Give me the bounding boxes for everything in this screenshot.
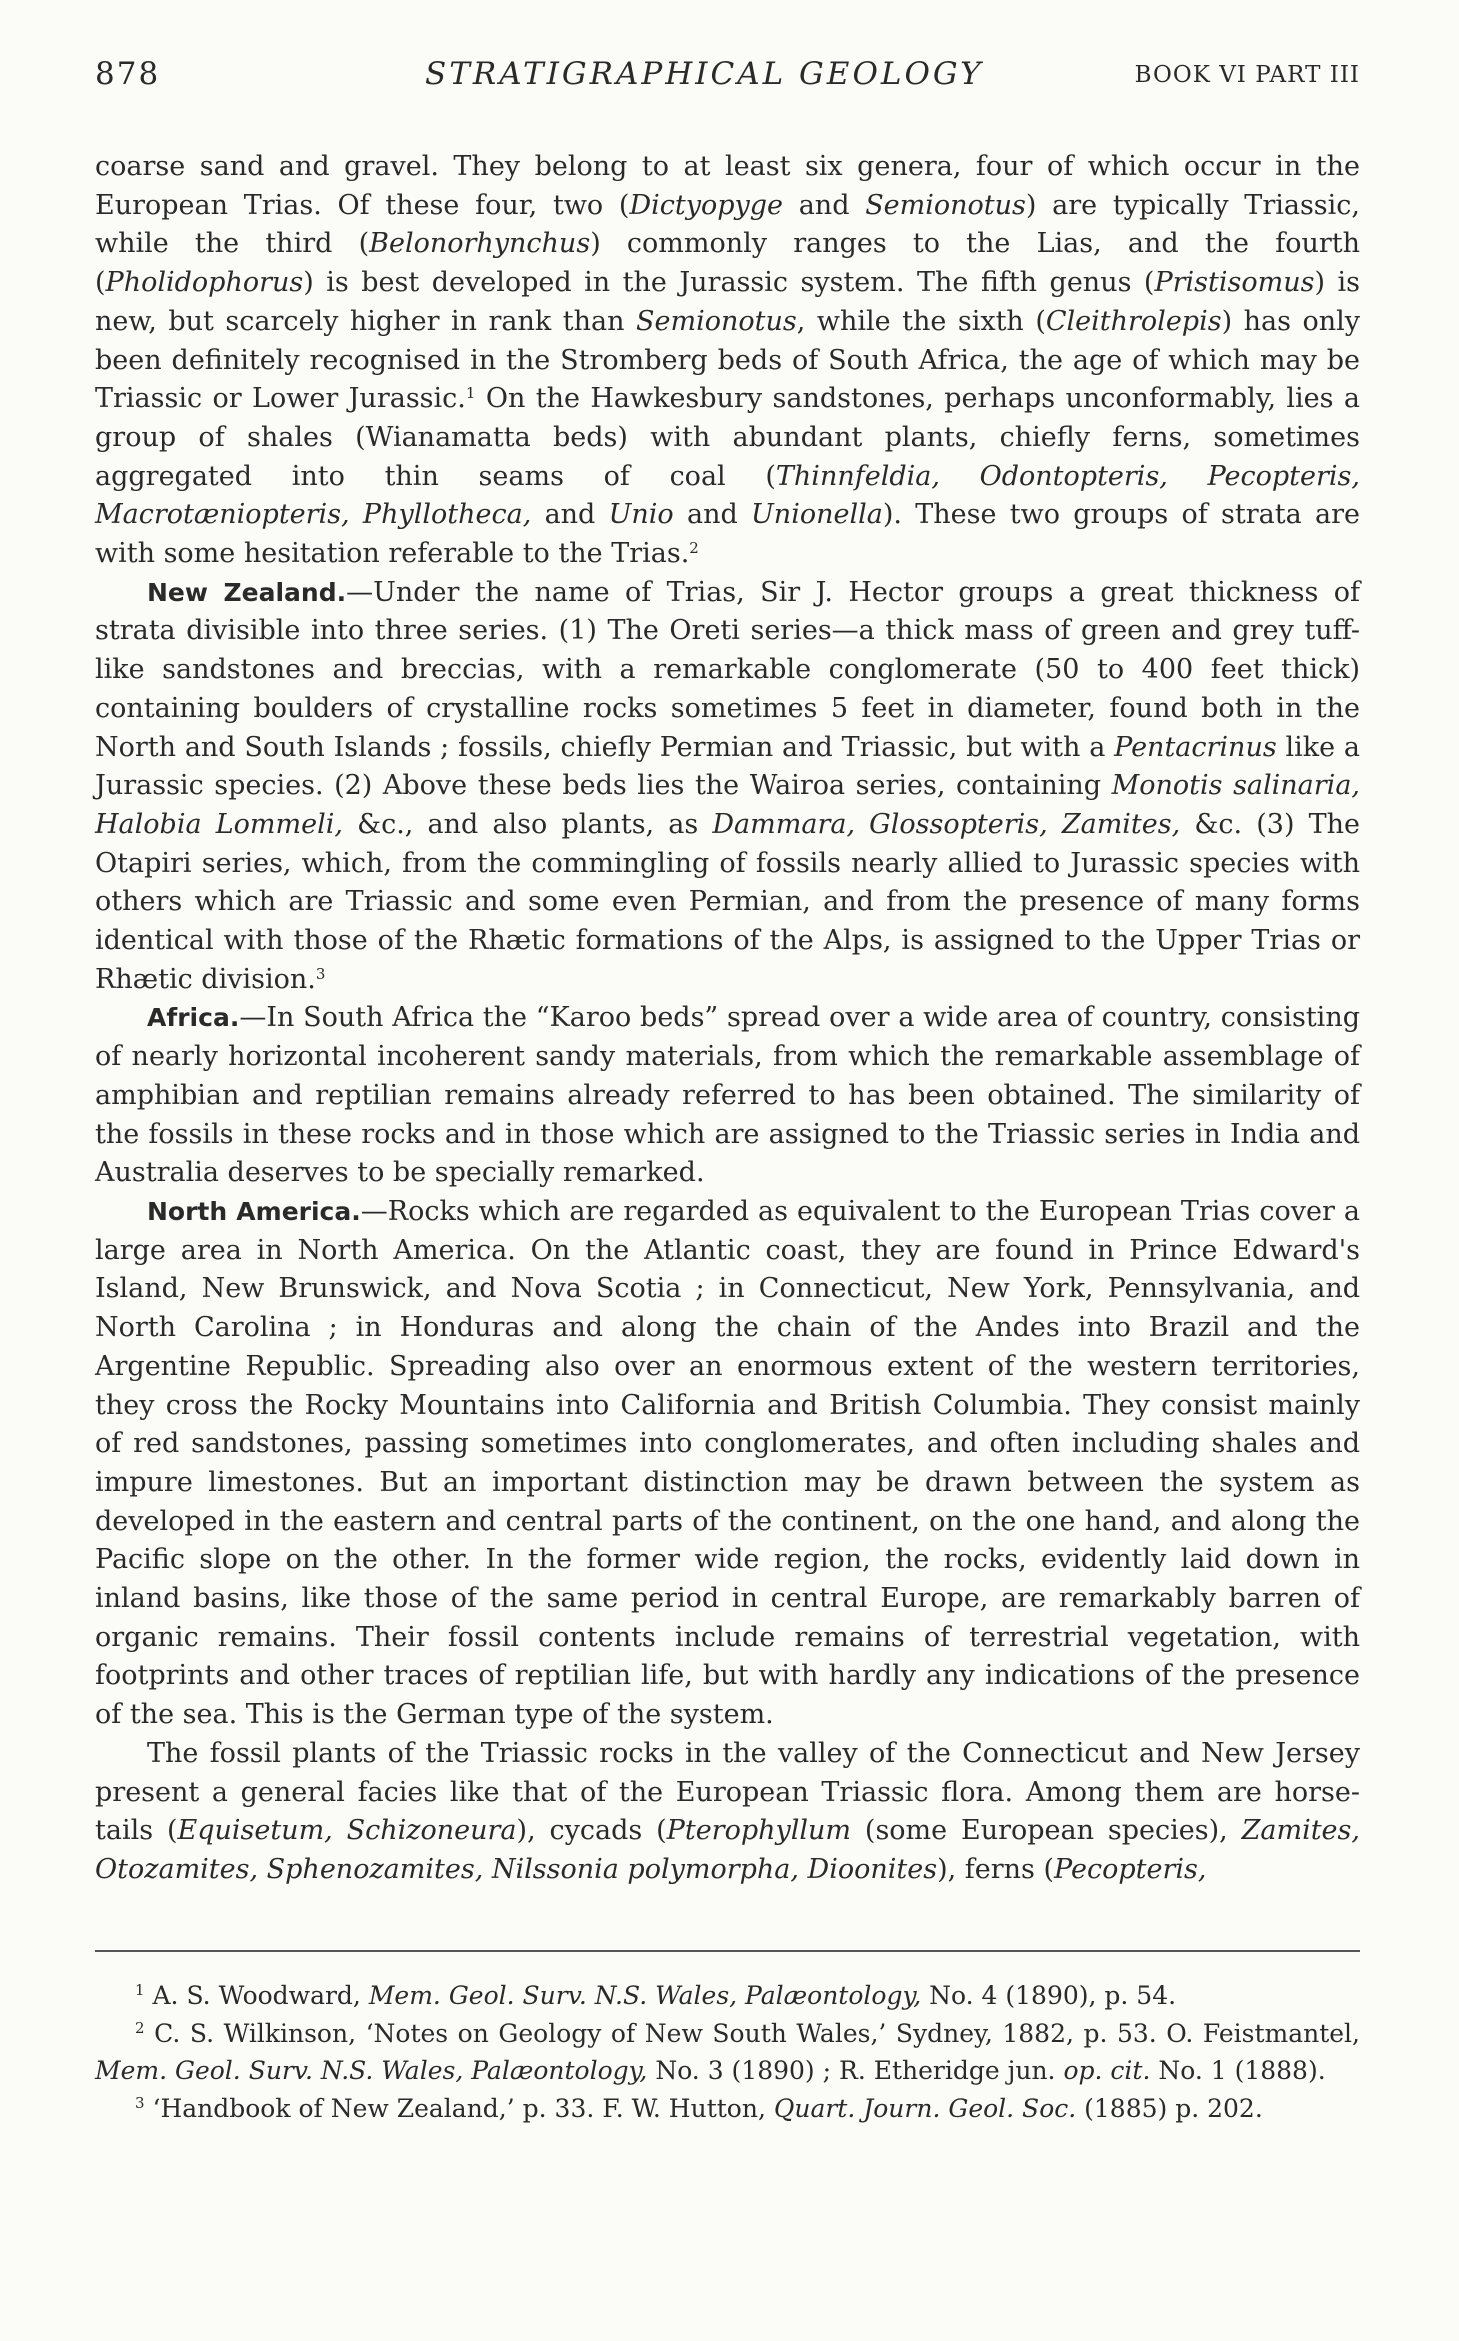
text-run: , while the sixth ( — [796, 305, 1046, 337]
italic-term: Thinnfeldia, Odontopteris, Pecopteris, Macrotæniopteris, Phyllotheca, — [95, 460, 1360, 531]
text-run: ) is new, but scarcely higher in rank than — [95, 267, 1360, 337]
text-run: ) are typically Triassic, while the third ( — [95, 189, 1361, 260]
italic-term: Pecopteris, — [1054, 1853, 1207, 1885]
page-number: 878 — [95, 56, 161, 92]
footnote-marker: 1 — [465, 384, 476, 403]
footnote-marker: 3 — [135, 2093, 145, 2112]
main-text — [95, 148, 1360, 1890]
text-run: coarse sand and gravel. They belong to at least six genera, four of which occur in the European Trias. Of these four, two ( — [95, 151, 1360, 221]
text-run: (1885) p. 202. — [1076, 2093, 1263, 2123]
book-part-label: BOOK VI PART III — [1134, 62, 1360, 88]
italic-term: Pristisomus — [1154, 267, 1315, 299]
running-header — [95, 56, 1360, 104]
italic-term: Unio — [608, 499, 674, 531]
text-run: &c. (3) The Otapiri series, which, from the commingling of fossils nearly allied to Jurassic species with others which are Triassic and some even Permian, and from the presence of many forms identical with those of the Rhætic formations of the Alps, is assigned to the Upper Trias or Rhætic division. — [95, 808, 1361, 995]
text-run: ‘Handbook of New Zealand,’ p. 33. F. W. Hutton, — [144, 2093, 774, 2123]
italic-term: Pholidophorus — [105, 267, 304, 299]
italic-term: Belonorhynchus — [369, 228, 591, 260]
section-heading: North America. — [147, 1196, 361, 1226]
italic-term: Dammara, Glossopteris, Zamites, — [712, 808, 1181, 840]
text-run: ) has only been definitely recognised in the Stromberg beds of South Africa, the age of which may be Triassic or Lower Jurassic. — [95, 305, 1361, 415]
italic-term: Pentacrinus — [1114, 731, 1277, 763]
text-run: A. S. Woodward, — [144, 1981, 369, 2010]
text-run: ). These two groups of strata are with some hesitation referable to the Trias. — [95, 499, 1360, 570]
text-run: like a Jurassic species. (2) Above these beds lies the Wairoa series, containing — [95, 731, 1361, 802]
italic-term: Semionotus — [636, 305, 797, 337]
section-heading: New Zealand. — [147, 577, 347, 607]
italic-term: op. cit. — [1063, 2056, 1151, 2085]
text-run: ) is best developed in the Jurassic system. The fifth genus ( — [303, 267, 1155, 299]
italic-term: Zamites, Otozamites, Sphenozamites, Nilssonia polymorpha, Dioonites — [95, 1815, 1360, 1885]
paragraph — [95, 1735, 1360, 1890]
text-run: ), cycads ( — [516, 1815, 667, 1847]
footnote — [95, 2090, 1360, 2128]
italic-term: Quart. Journ. Geol. Soc. — [773, 2093, 1077, 2123]
text-run: No. 4 (1890), p. 54. — [921, 1981, 1177, 2010]
text-run: C. S. Wilkinson, ‘Notes on Geology of New South Wales,’ Sydney, 1882, p. 53. O. Feistmantel, — [144, 2018, 1360, 2048]
footnote-marker: 2 — [689, 539, 699, 558]
text-run: On the Hawkesbury sandstones, perhaps unconformably, lies a group of shales (Wianamatta beds) with abundant plants, chiefly ferns, sometimes aggregated into thin seams of coal ( — [95, 383, 1360, 492]
footnote-marker: 3 — [315, 964, 326, 983]
text-run: No. 3 (1890) ; R. Etheridge jun. — [647, 2056, 1064, 2085]
footnotes — [95, 1977, 1360, 2127]
italic-term: Unionella — [751, 499, 883, 531]
italic-term: Semionotus — [865, 189, 1026, 221]
paragraph — [95, 999, 1360, 1193]
text-run: (some European species), — [851, 1815, 1242, 1847]
running-title: STRATIGRAPHICAL GEOLOGY — [425, 56, 984, 92]
text-run: and — [531, 499, 609, 531]
text-run: —In South Africa the “Karoo beds” spread over a wide area of country, consisting of nearly horizontal incoherent sandy materials, from which the remarkable assemblage of amphibian and reptilian remains already referred to has been obtained. The similarity of the fossils in these rocks and in those which are assigned to the Triassic series in India and Australia deserves to be specially remarked. — [95, 1002, 1360, 1189]
italic-term: Monotis salinaria, Halobia Lommeli, — [95, 770, 1360, 840]
italic-term: Dictyopyge — [629, 189, 783, 221]
text-run: &c., and also plants, as — [342, 808, 713, 840]
paragraph — [95, 574, 1360, 1000]
italic-term: Mem. Geol. Surv. N.S. Wales, Palæontology, — [368, 1981, 922, 2010]
text-run: and — [783, 189, 866, 221]
paragraph — [95, 148, 1360, 574]
text-run: —Rocks which are regarded as equivalent to the European Trias cover a large area in North America. On the Atlantic coast, they are found in Prince Edward's Island, New Brunswick, and Nova Scotia ; in Connecticut, New York, Pennsylvania, and North Carolina ; in Honduras and along the chain of the Andes into Brazil and the Argentine Republic. Spreading also over an enormous extent of the western territories, they cross the Rocky Mountains into California and British Columbia. They consist mainly of red sandstones, passing sometimes into conglomerates, and often including shales and impure limestones. But an important distinction may be drawn between the system as developed in the eastern and central parts of the continent, on the one hand, and along the Pacific slope on the other. In the former wide region, the rocks, evidently laid down in inland basins, like those of the same period in central Europe, are remarkably barren of organic remains. Their fossil contents include remains of terrestrial vegetation, with footprints and other traces of reptilian life, but with hardly any indications of the presence of the sea. This is the German type of the system. — [95, 1195, 1360, 1731]
footnote-divider — [95, 1950, 1360, 1952]
text-run: ) commonly ranges to the Lias, and the fourth ( — [95, 228, 1360, 299]
text-run: The fossil plants of the Triassic rocks in the valley of the Connecticut and New Jersey present a general facies like that of the European Triassic flora. Among them are horse-tails ( — [95, 1737, 1360, 1847]
footnote-marker: 2 — [135, 2018, 145, 2037]
text-run: No. 1 (1888). — [1150, 2056, 1326, 2085]
section-heading: Africa. — [147, 1003, 240, 1033]
paragraph — [95, 1193, 1360, 1735]
footnote — [95, 2015, 1360, 2090]
italic-term: Cleithrolepis — [1045, 305, 1222, 337]
text-run: ), ferns ( — [937, 1853, 1055, 1885]
text-run: and — [673, 499, 752, 531]
footnote-marker: 1 — [135, 1981, 145, 1999]
italic-term: Pterophyllum — [666, 1815, 852, 1847]
italic-term: Equisetum, Schizoneura — [177, 1815, 517, 1847]
footnote — [95, 1977, 1360, 2015]
italic-term: Mem. Geol. Surv. N.S. Wales, Palæontology, — [95, 2056, 648, 2085]
text-run: —Under the name of Trias, Sir J. Hector groups a great thickness of strata divisible into three series. (1) The Oreti series—a thick mass of green and grey tuff-like sandstones and breccias, with a remarkable conglomerate (50 to 400 feet thick) containing boulders of crystalline rocks sometimes 5 feet in diameter, found both in the North and South Islands ; fossils, chiefly Permian and Triassic, but with a — [95, 576, 1360, 763]
